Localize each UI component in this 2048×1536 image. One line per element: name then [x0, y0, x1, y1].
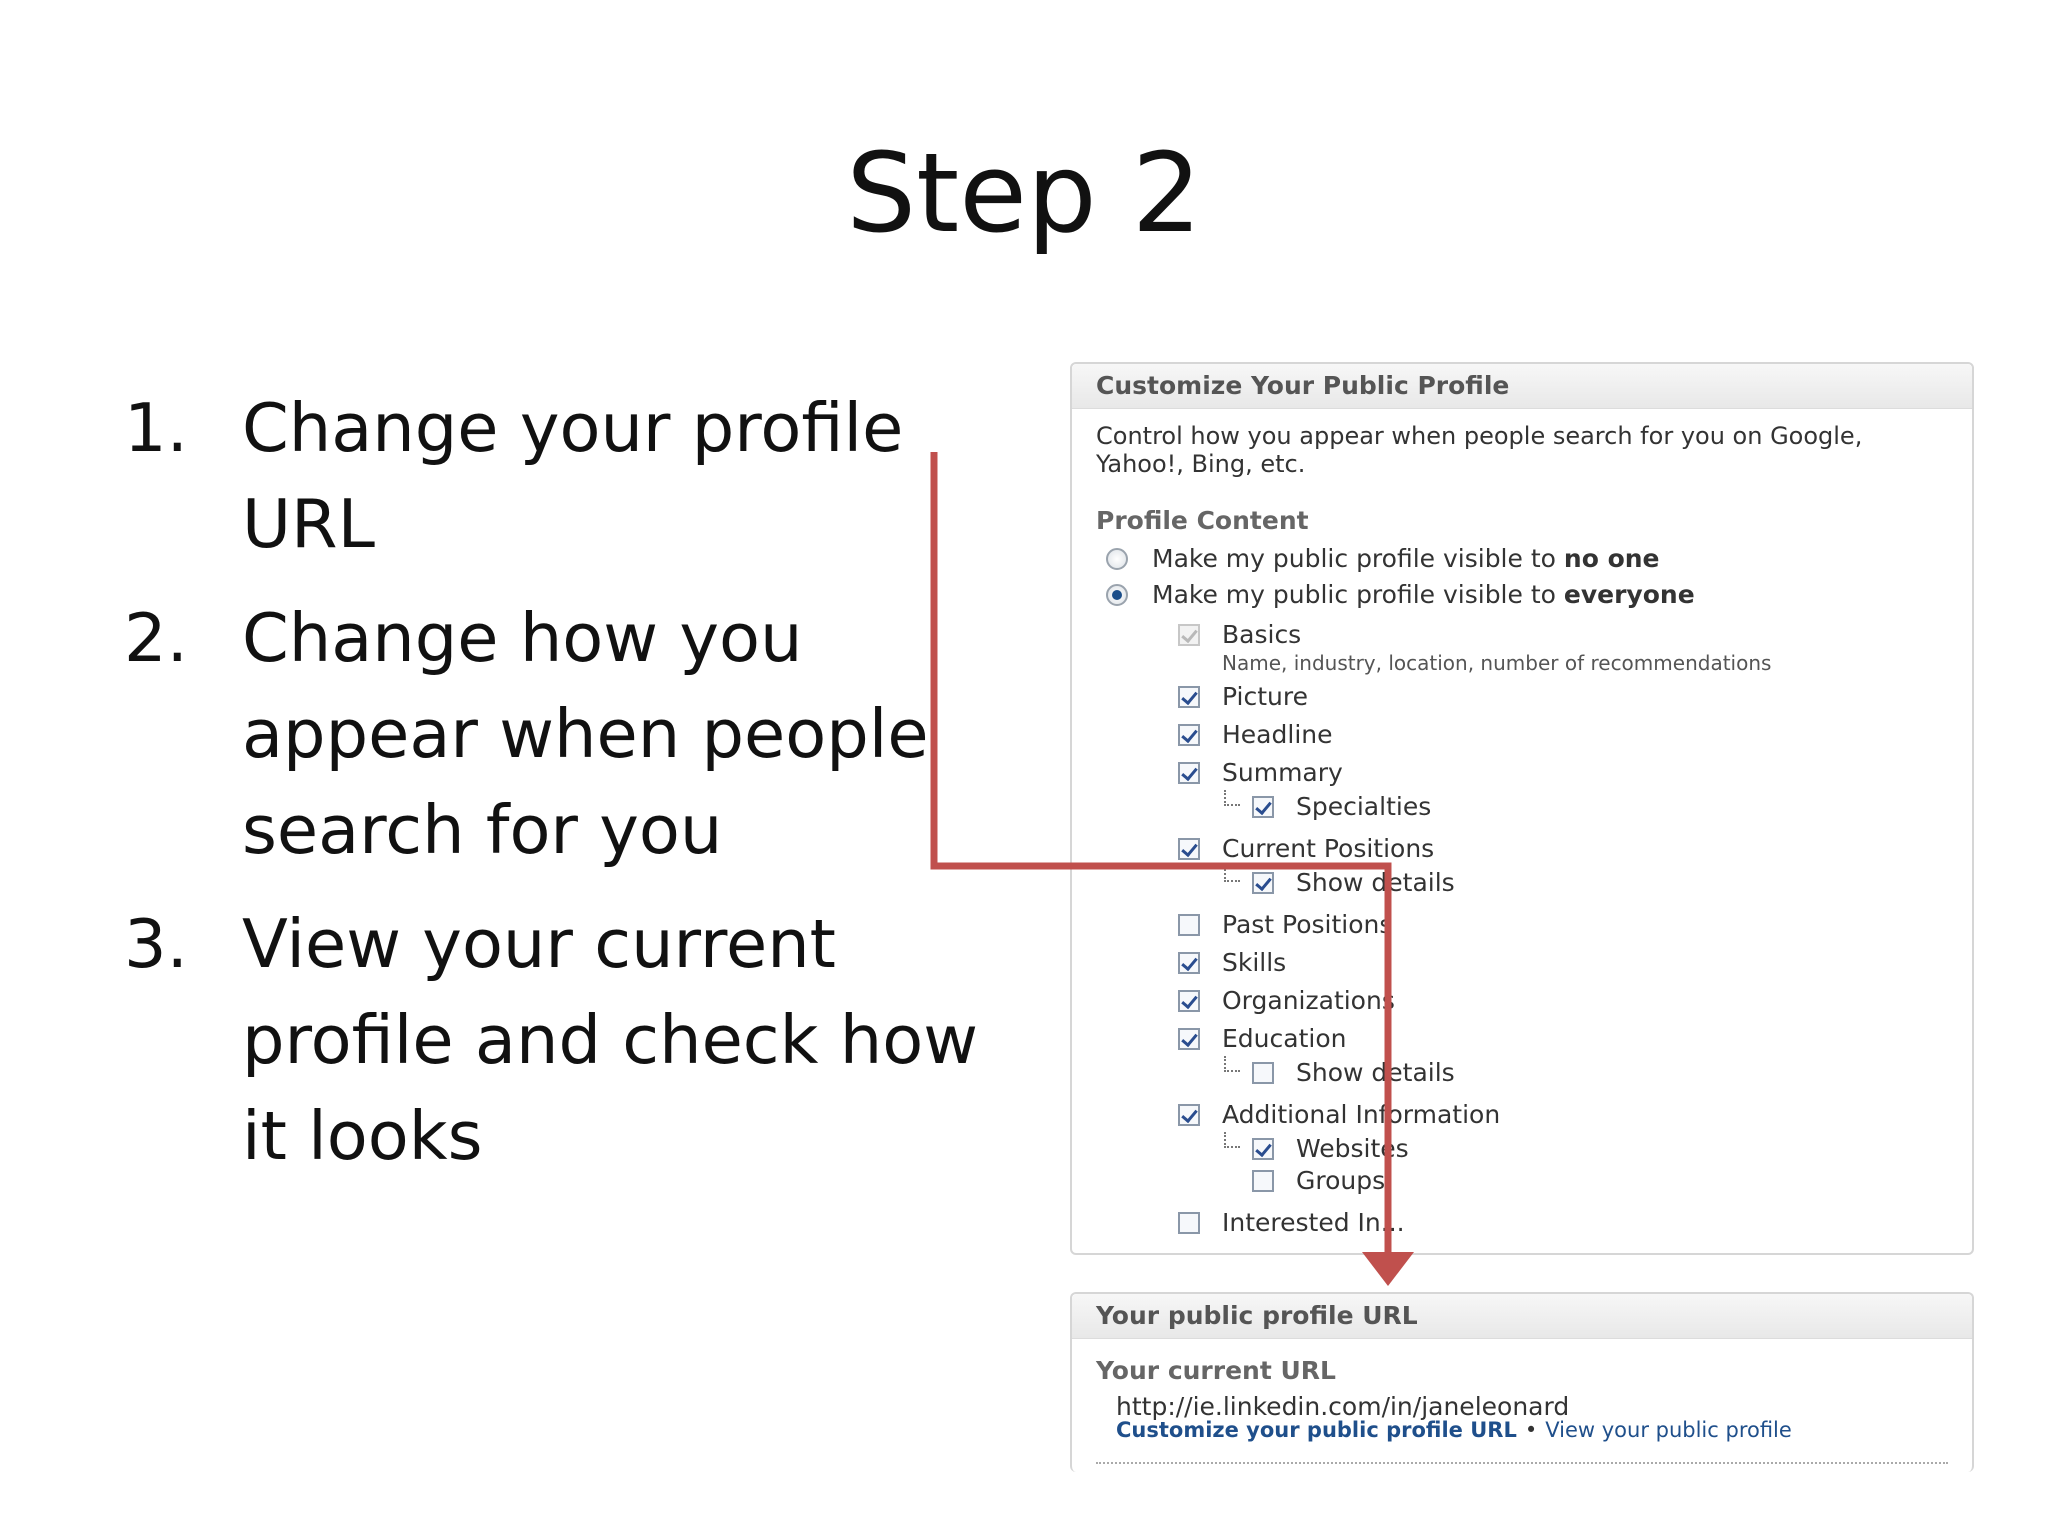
checkbox-websites[interactable] [1252, 1134, 1409, 1163]
intro-text: Control how you appear when people search for you on Google, Yahoo!, Bing, etc. [1096, 422, 1863, 478]
checkbox[interactable] [1178, 1104, 1200, 1126]
step-number: 3. [124, 905, 188, 983]
checkbox-additional-information[interactable] [1178, 1100, 1500, 1129]
radio-label: Make my public profile visible to [1152, 544, 1556, 573]
checkbox-label: Headline [1222, 720, 1333, 749]
radio-label-emphasis: no one [1563, 544, 1660, 573]
checkbox-interested-in[interactable] [1178, 1208, 1405, 1237]
checkbox[interactable] [1178, 952, 1200, 974]
checkbox-label: Organizations [1222, 986, 1395, 1015]
step-text: Change your profile URL [242, 389, 904, 563]
checkbox-label: Picture [1222, 682, 1308, 711]
checkbox[interactable] [1178, 838, 1200, 860]
checkbox[interactable] [1178, 686, 1200, 708]
view-profile-link[interactable]: View your public profile [1545, 1418, 1792, 1442]
checkbox[interactable] [1178, 1212, 1200, 1234]
radio-button[interactable] [1106, 548, 1128, 570]
current-url-heading: Your current URL [1096, 1356, 1336, 1385]
step-item [124, 896, 1004, 1184]
checkbox-current-positions[interactable] [1178, 834, 1434, 863]
checkbox-label: Additional Information [1222, 1100, 1501, 1129]
checkbox-current-show-details[interactable] [1252, 868, 1455, 897]
public-url-panel [1070, 1292, 1974, 1472]
panel-header: Your public profile URL [1072, 1294, 1972, 1339]
checkbox-headline[interactable] [1178, 720, 1333, 749]
step-text: View your current profile and check how it looks [242, 905, 978, 1175]
radio-label: Make my public profile visible to [1152, 580, 1556, 609]
checkbox[interactable] [1178, 990, 1200, 1012]
checkbox-education-show-details[interactable] [1252, 1058, 1455, 1087]
link-separator: • [1524, 1418, 1538, 1442]
checkbox[interactable] [1252, 1062, 1274, 1084]
customize-url-link[interactable]: Customize your public profile URL [1116, 1418, 1517, 1442]
checkbox-label: Websites [1296, 1134, 1409, 1163]
checkbox[interactable] [1252, 872, 1274, 894]
radio-button[interactable] [1106, 584, 1128, 606]
steps-list [124, 380, 1004, 1202]
checkbox[interactable] [1252, 1170, 1274, 1192]
current-url: http://ie.linkedin.com/in/janeleonard [1116, 1392, 1570, 1421]
checkbox-label: Show details [1296, 1058, 1455, 1087]
tree-connector [1224, 866, 1240, 882]
checkbox-label: Past Positions [1222, 910, 1393, 939]
checkbox-label: Education [1222, 1024, 1347, 1053]
step-number: 2. [124, 599, 188, 677]
tree-connector [1224, 790, 1240, 806]
checkbox-specialties[interactable] [1252, 792, 1431, 821]
checkbox[interactable] [1178, 914, 1200, 936]
step-number: 1. [124, 389, 188, 467]
tree-connector [1224, 1056, 1240, 1072]
checkbox-label: Groups [1296, 1166, 1386, 1195]
customize-profile-panel [1070, 362, 1974, 1255]
radio-visible-everyone[interactable] [1106, 580, 1695, 609]
checkbox[interactable] [1178, 1028, 1200, 1050]
step-item [124, 380, 1004, 572]
checkbox-label: Interested In... [1222, 1208, 1405, 1237]
checkbox[interactable] [1178, 762, 1200, 784]
checkbox[interactable] [1252, 796, 1274, 818]
checkbox-picture[interactable] [1178, 682, 1308, 711]
checkbox-organizations[interactable] [1178, 986, 1395, 1015]
checkbox-label: Specialties [1296, 792, 1432, 821]
radio-label-emphasis: everyone [1563, 580, 1695, 609]
checkbox-skills[interactable] [1178, 948, 1286, 977]
dotted-divider [1096, 1462, 1948, 1464]
tree-connector [1224, 1132, 1240, 1148]
checkbox[interactable] [1178, 624, 1200, 646]
step-text: Change how you appear when people search for you [242, 599, 929, 869]
checkbox[interactable] [1178, 724, 1200, 746]
radio-visible-no-one[interactable] [1106, 544, 1660, 573]
checkbox-label: Show details [1296, 868, 1455, 897]
basics-note: Name, industry, location, number of recommendations [1222, 651, 1772, 675]
checkbox-label: Current Positions [1222, 834, 1435, 863]
profile-content-heading: Profile Content [1096, 506, 1309, 535]
checkbox-label: Skills [1222, 948, 1287, 977]
checkbox-label: Basics [1222, 620, 1302, 649]
checkbox-education[interactable] [1178, 1024, 1346, 1053]
checkbox-basics[interactable] [1178, 620, 1301, 649]
checkbox-groups[interactable] [1252, 1166, 1385, 1195]
slide-title: Step 2 [846, 129, 1202, 257]
checkbox-label: Summary [1222, 758, 1343, 787]
url-links [1116, 1418, 1792, 1442]
checkbox-past-positions[interactable] [1178, 910, 1392, 939]
checkbox-summary[interactable] [1178, 758, 1343, 787]
checkbox[interactable] [1252, 1138, 1274, 1160]
step-item [124, 590, 1004, 878]
panel-header: Customize Your Public Profile [1072, 364, 1972, 409]
